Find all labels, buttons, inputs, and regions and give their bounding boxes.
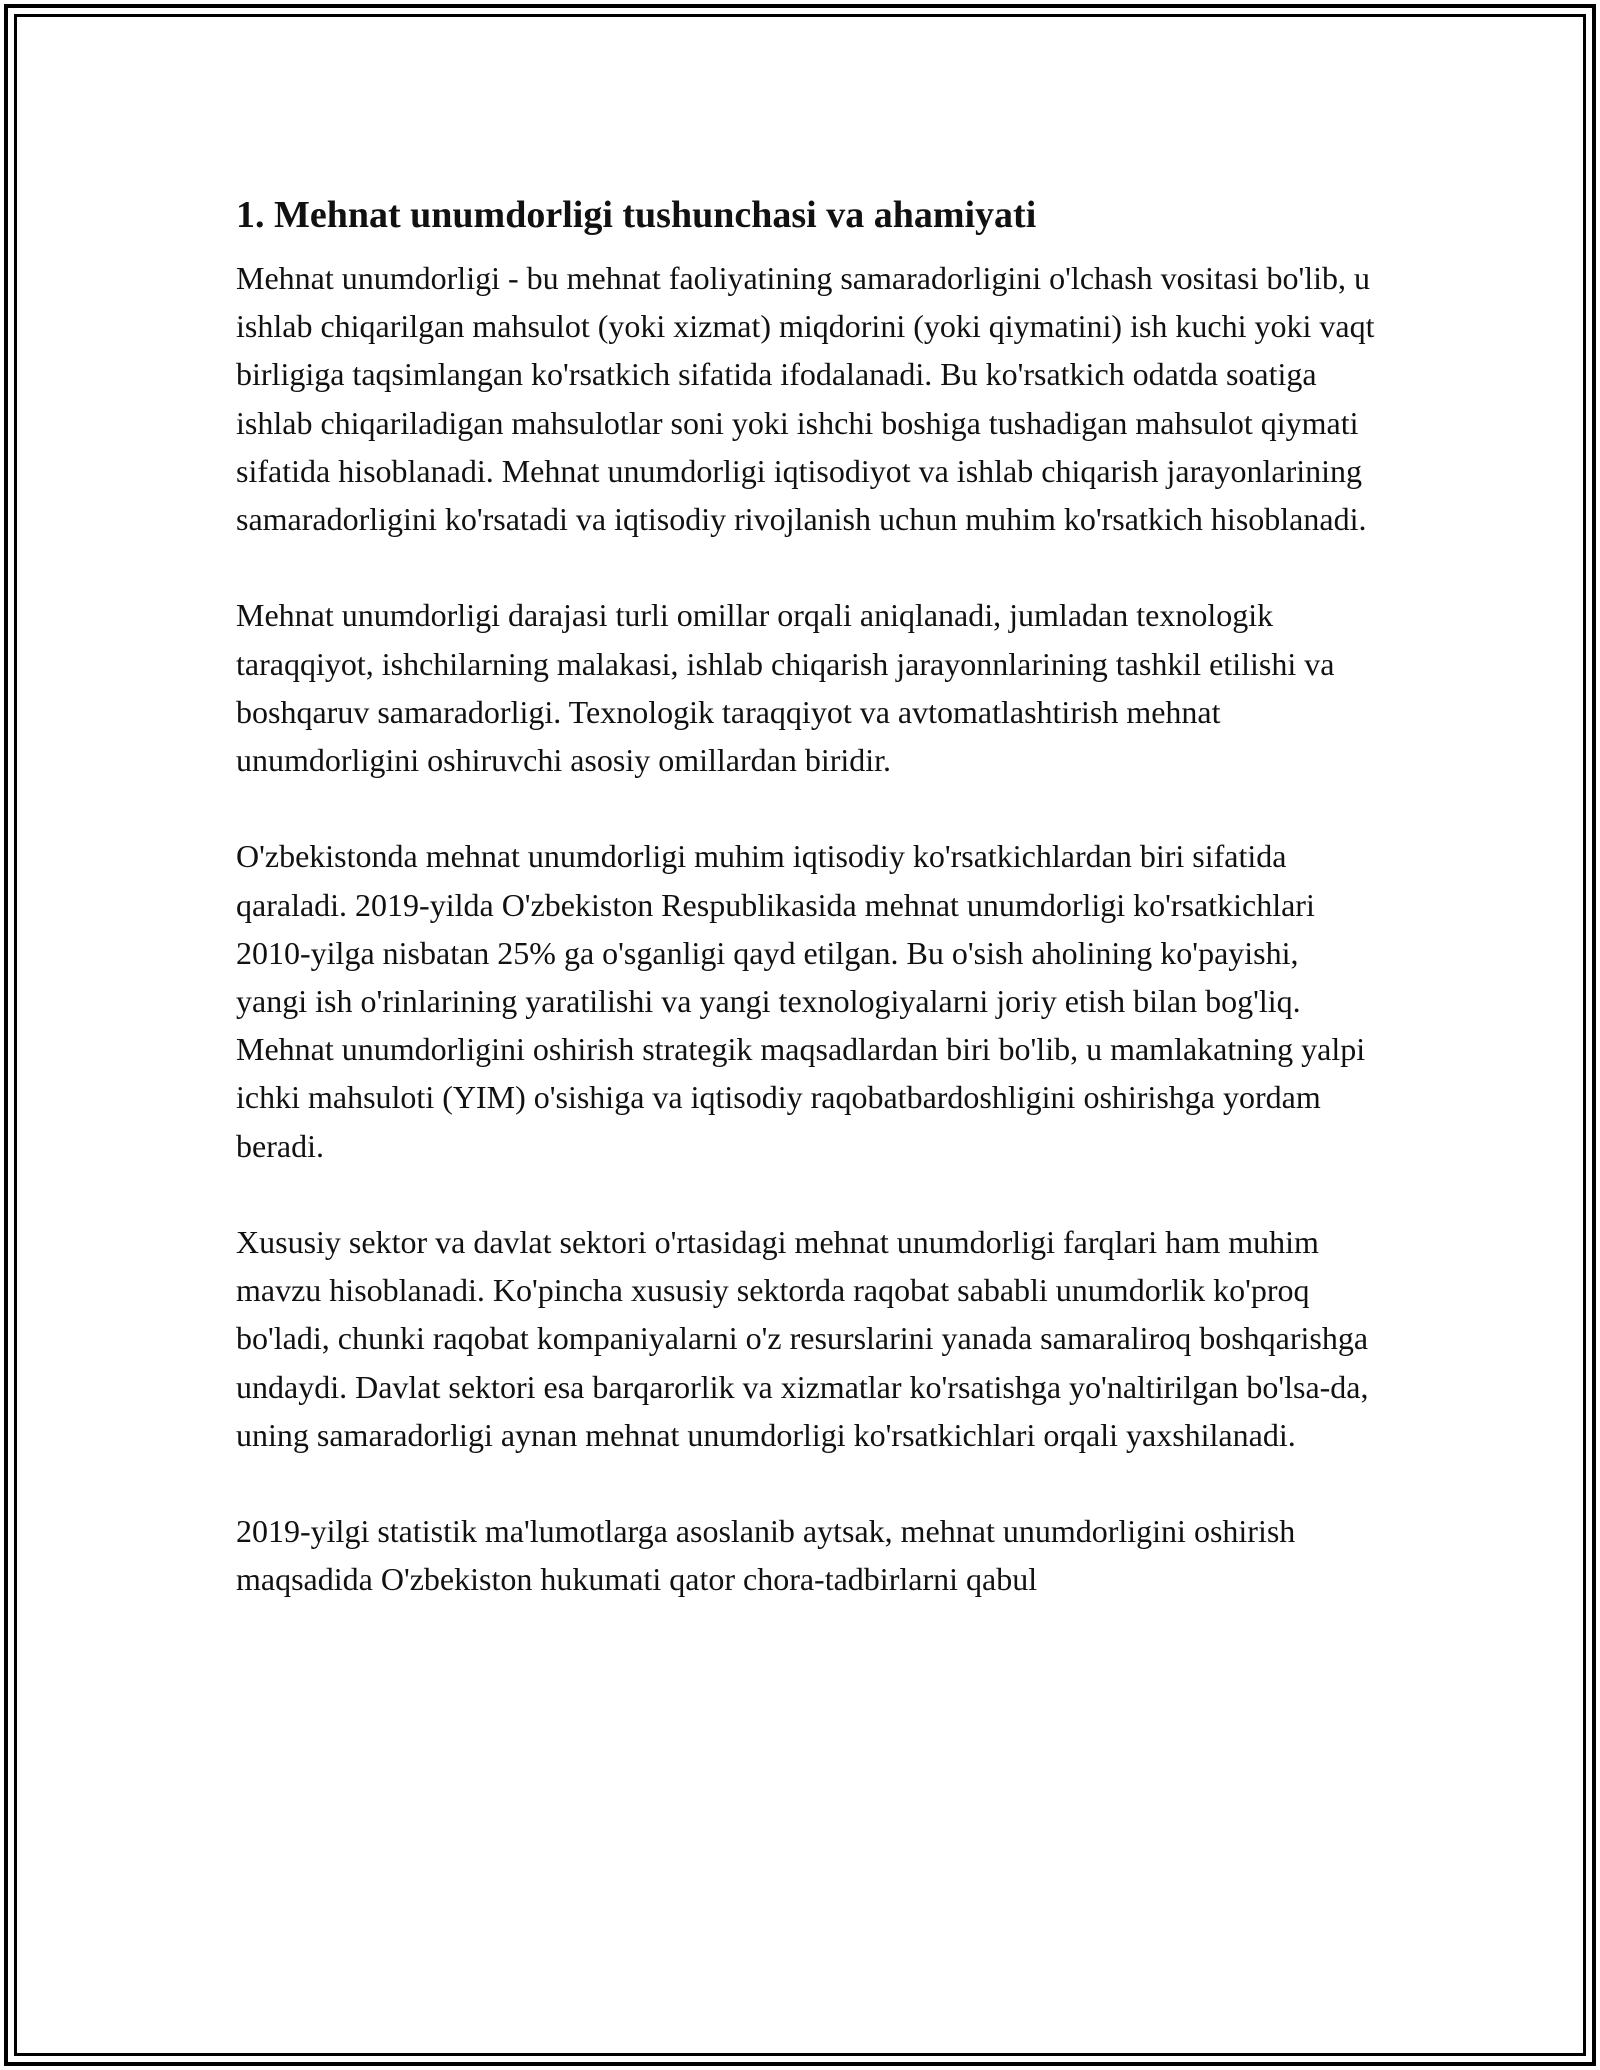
paragraph-5: 2019-yilgi statistik ma'lumotlarga asoslanib aytsak, mehnat unumdorligini oshirish maqsadida O'zbekiston hukumati qator chora-tadbirlarni qabul [236,1513,1296,1598]
paragraph-3: O'zbekistonda mehnat unumdorligi muhim iqtisodiy ko'rsatkichlardan biri sifatida qaraladi. 2019-yilda O'zbekiston Respublikasida mehnat unumdorligi ko'rsatkichlari 2010-yilga nisbatan 25% ga o'sganligi qayd etilgan. Bu o'sish aholining ko'payishi, yangi ish o'rinlarining yaratilishi va yangi texnologiyalarni joriy etish bilan bog'liq. Mehnat unumdorligini oshirish strategik maqsadlardan biri bo'lib, u mamlakatning yalpi ichki mahsuloti (YIM) o'sishiga va iqtisodiy raqobatbardoshligini oshirishga yordam beradi. [236,838,1366,1164]
section-heading: 1. Mehnat unumdorligi tushunchasi va ahamiyati [236,194,1037,236]
paragraph-1: Mehnat unumdorligi - bu mehnat faoliyatining samaradorligini o'lchash vositasi bo'lib, u ishlab chiqarilgan mahsulot (yoki xizmat) miqdorini (yoki qiymatini) ish kuchi yoki vaqt birligiga taqsimlangan ko'rsatkich sifatida ifodalanadi. Bu ko'rsatkich odatda soatiga ishlab chiqariladigan mahsulotlar soni yoki ishchi boshiga tushadigan mahsulot qiymati sifatida hisoblanadi. Mehnat unumdorligi iqtisodiyot va ishlab chiqarish jarayonlarining samaradorligini ko'rsatadi va iqtisodiy rivojlanish uchun muhim ko'rsatkich hisoblanadi. [236,260,1375,538]
paragraph-2: Mehnat unumdorligi darajasi turli omillar orqali aniqlanadi, jumladan texnologik taraqqiyot, ishchilarning malakasi, ishlab chiqarish jarayonnlarining tashkil etilishi va boshqaruv samaradorligi. Texnologik taraqqiyot va avtomatlashtirish mehnat unumdorligini oshiruvchi asosiy omillardan biridir. [236,597,1335,779]
document-body [236,186,1376,1652]
paragraph-4: Xususiy sektor va davlat sektori o'rtasidagi mehnat unumdorligi farqlari ham muhim mavzu hisoblanadi. Ko'pincha xususiy sektorda raqobat sababli unumdorlik ko'proq bo'ladi, chunki raqobat kompaniyalarni o'z resurslarini yanada samaraliroq boshqarishga undaydi. Davlat sektori esa barqarorlik va xizmatlar ko'rsatishga yo'naltirilgan bo'lsa-da, uning samaradorligi aynan mehnat unumdorligi ko'rsatkichlari orqali yaxshilanadi. [236,1224,1369,1453]
